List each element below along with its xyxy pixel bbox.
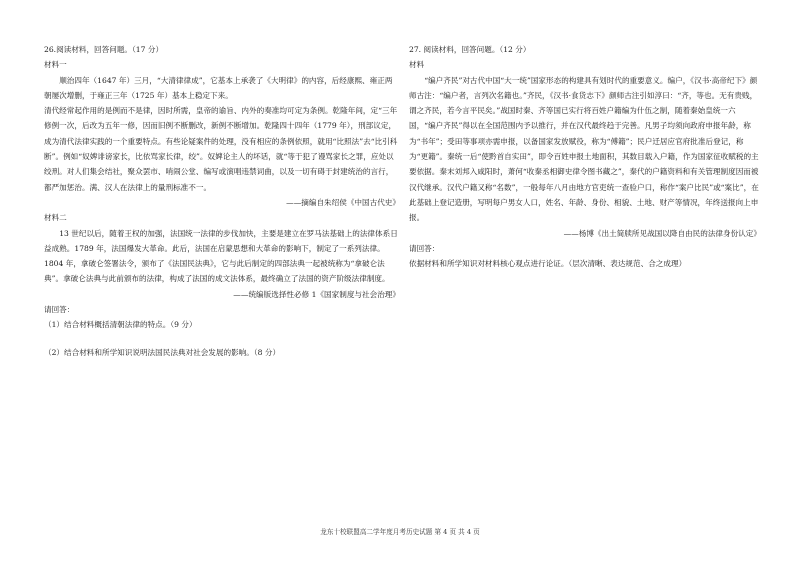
material-1-source: ——摘编自朱绍侯《中国古代史》 — [286, 197, 400, 207]
material-label: 材料 — [409, 60, 425, 70]
material-2-label: 材料二 — [44, 213, 67, 223]
question-27-title: 27. 阅读材料，回答问题。（12 分） — [409, 45, 531, 54]
question-26-1: （1）结合材料概括清朝法律的特点。（9 分） — [44, 320, 197, 330]
left-column — [44, 42, 400, 360]
question-26-title: 26.阅读材料，回答问题。（17 分） — [44, 45, 164, 54]
right-column — [409, 42, 761, 271]
material-paragraph: “编户齐民”对古代中国“大一统”国家形态的构建具有划时代的重要意义。编户，《汉书·高帝纪下》颜师古注：“编户者，言列次名籍也。”齐民，《汉书·食货志下》颜师古注引如淳曰：“齐，等也。无有贵贱，谓之齐民，若今言平民矣。”战国时秦、齐等国已实行将百姓户籍编为什伍之制，随着秦始皇统一六国，“编户齐民”得以在全国范围内予以推行，并在汉代最终趋于完善。凡男子均须向政府申报年龄，称为“书年”；受田等事项亦需申报，以备国家发放赋役，称为“傅籍”；民户迁居应官府批准后登记，称为“更籍”。秦统一后“使黔首自实田”，即令百姓申报土地面积，其数目载入户籍，作为国家征收赋税的主要依据。秦末刘邦入咸阳时，萧何“收秦丞相御史律令图书藏之”，秦代的户籍资料和有关管理制度因而被汉代继承。汉代户籍又称“名数”，一般每年八月由地方官吏统一查验户口，称作“案户比民”或“案比”，在此基础上登记造册，写明每户男女人口，姓名、年龄、身份、相貌、土地、财产等情况，年终送报向上申报。 — [409, 75, 759, 223]
material-2-source: ——统编版选择性必修 1《国家制度与社会治理》 — [233, 289, 400, 299]
material-1-label: 材料一 — [44, 60, 67, 70]
material-source: ——杨博《出土简牍所见战国以降自由民的法律身份认定》 — [563, 228, 761, 238]
question-27-prompt: 依据材料和所学知识对材料核心观点进行论证。（层次清晰、表达规范、合之成理） — [409, 259, 687, 269]
material-2-paragraph: 13 世纪以后，随着王权的加强，法国统一法律的步伐加快，主要是建立在罗马法基础上的法律体系日益成熟。1789 年，法国爆发大革命。此后，法国在启蒙思想和大革命的影响下，制定了一系列法律。1804 年，拿破仑签署法令，颁布了《法国民法典》，它与此后制定的四部法典一起被统称为“拿破仑法典”。拿破仑法典与此前颁布的法律，构成了法国的成文法体系，最终确立了法国的资产阶级法律制度。 — [44, 228, 398, 284]
question-26-2: （2）结合材料和所学知识说明法国民法典对社会发展的影响。（8 分） — [44, 347, 281, 357]
ask-label-27: 请回答： — [409, 243, 440, 253]
material-1-paragraph-2: 清代经常起作用的是例而不是律，因时所需，皇帝的谕旨、内外的奏准均可定为条例。乾隆年间，定“三年修例一次，后改为五年一修，因而旧例不断删改，新例不断增加。乾隆四十四年（1779 年），刑部议定，成为清代法律实践的一个重要特点。有些论疑案件的处理，没有相应的条例依照，就用“比照法”去“比引科断”。例如“奴婢诽谤家长，比依骂家长律，绞”。奴婢论主人的坏话，就“等于犯了谩骂家长之罪，应处以绞刑。对人们集会结社，聚众罢市、哨闹公堂、编写或演唱违禁词曲，以及一切有碍于封建统治的言行，都严加惩治。满、汉人在法律上的量刑标准不一。 — [44, 106, 398, 192]
material-1-paragraph-1: 顺治四年（1647 年）三月，“大清律律成”，它基本上承袭了《大明律》的内容，后经康熙、雍正两朝屡次增删，于雍正三年（1725 年）基本上稳定下来。 — [44, 75, 393, 100]
ask-label: 请回答： — [44, 305, 75, 315]
page-footer: 龙东十校联盟高二学年度月考历史试题 第 4 页 共 4 页 — [320, 528, 480, 536]
